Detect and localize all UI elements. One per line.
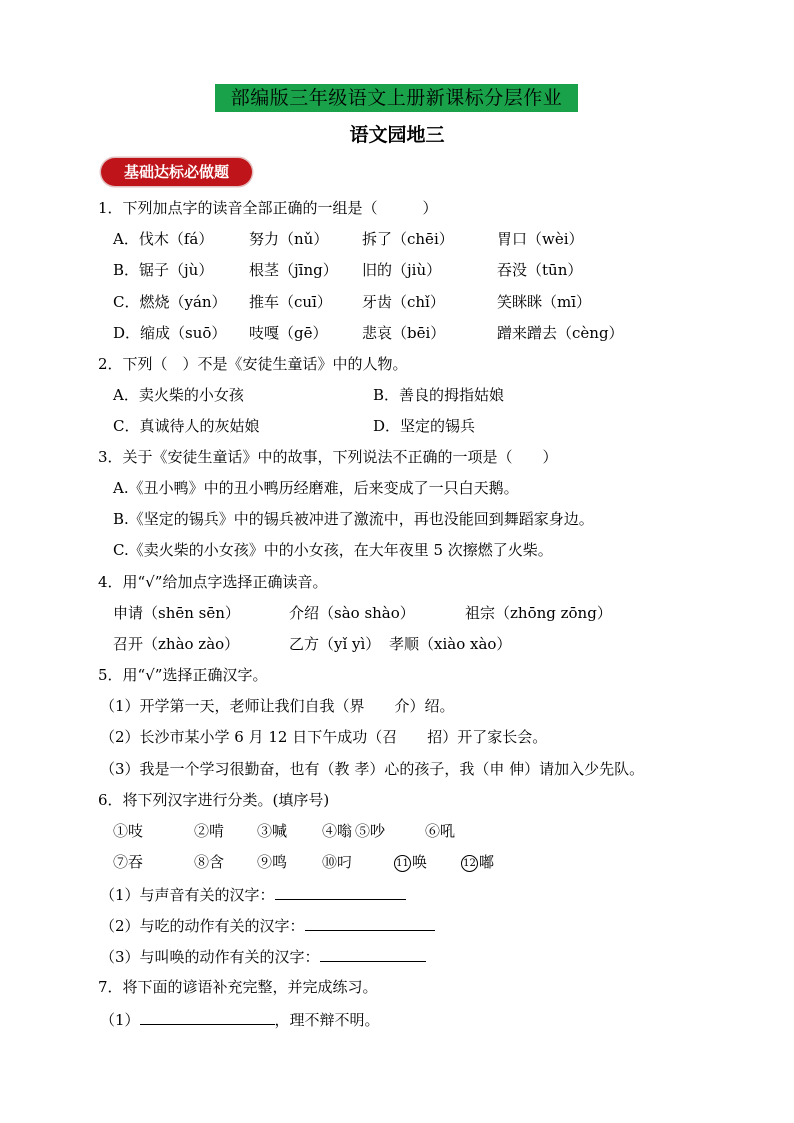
q3-stem: 3．关于《安徒生童话》中的故事，下列说法不正确的一项是（ ）: [98, 448, 558, 466]
q4-stem: 4．用“√”给加点字选择正确读音。: [98, 573, 328, 591]
q1-option-b-2: 根茎（jīng）: [249, 261, 338, 279]
q3-option-b: B.《坚定的锡兵》中的锡兵被冲进了激流中，再也没能回到舞蹈家身边。: [113, 510, 594, 528]
q1-option-b-1: B．锯子（jù）: [113, 261, 214, 279]
q6-sub-1-blank[interactable]: [275, 884, 406, 900]
q6-char-11: 11 唤: [394, 852, 427, 872]
q6-stem: 6．将下列汉字进行分类。(填序号): [98, 791, 330, 809]
q2-option-b: B．善良的拇指姑娘: [373, 386, 505, 404]
q1-option-c-3: 牙齿（chǐ）: [362, 293, 445, 311]
q4-item-5: 乙方（yǐ yì）: [289, 635, 381, 653]
q6-char-4: ④嗡: [322, 822, 353, 840]
q5-stem: 5．用“√”选择正确汉字。: [98, 666, 268, 684]
q1-option-d-4: 蹭来蹭去（cèng）: [497, 324, 624, 342]
q6-sub-1: （1）与声音有关的汉字：: [100, 884, 406, 905]
q5-item-1: （1）开学第一天，老师让我们自我（界 介）绍。: [100, 697, 455, 715]
q6-char-10: ⑩叼: [322, 853, 353, 871]
q1-option-a-1: A．伐木（fá）: [113, 230, 214, 248]
q6-sub-2: （2）与吃的动作有关的汉字：: [100, 915, 435, 936]
q6-char-6: ⑥吼: [425, 822, 456, 840]
q6-char-7: ⑦吞: [113, 853, 144, 871]
q4-item-1: 申请（shēn sēn）: [113, 604, 240, 622]
q6-char-8: ⑧含: [194, 853, 225, 871]
q1-option-b-3: 旧的（jiù）: [362, 261, 442, 279]
q7-stem: 7．将下面的谚语补充完整，并完成练习。: [98, 978, 378, 996]
q6-char-2: ②啃: [194, 822, 225, 840]
q6-sub-3: （3）与叫唤的动作有关的汉字：: [100, 946, 426, 967]
q1-option-c-1: C．燃烧（yán）: [113, 293, 227, 311]
q4-item-6: 孝顺（xiào xào）: [389, 635, 512, 653]
q3-option-a: A.《丑小鸭》中的丑小鸭历经磨难，后来变成了一只白天鹅。: [113, 479, 519, 497]
q1-option-a-4: 胃口（wèi）: [497, 230, 584, 248]
q1-option-d-1: D．缩成（suō）: [113, 324, 227, 342]
q1-stem: 1．下列加点字的读音全部正确的一组是（ ）: [98, 199, 438, 217]
q2-option-a: A．卖火柴的小女孩: [113, 386, 244, 404]
q1-option-b-4: 吞没（tūn）: [497, 261, 583, 279]
q5-item-3: （3）我是一个学习很勤奋，也有（教 孝）心的孩子，我（申 伸）请加入少先队。: [100, 760, 645, 778]
q3-option-c: C.《卖火柴的小女孩》中的小女孩，在大年夜里 5 次擦燃了火柴。: [113, 541, 553, 559]
q2-option-d: D．坚定的锡兵: [373, 417, 476, 435]
q1-option-d-2: 吱嘎（gē）: [249, 324, 328, 342]
q1-option-a-2: 努力（nǔ）: [249, 230, 329, 248]
q7-sub-1: （1） ，理不辩不明。: [100, 1011, 380, 1029]
q1-option-d-3: 悲哀（bēi）: [362, 324, 446, 342]
q6-char-1: ①吱: [113, 822, 144, 840]
q2-option-c: C．真诚待人的灰姑娘: [113, 417, 260, 435]
q6-char-9: ⑨鸣: [257, 853, 288, 871]
q1-option-c-4: 笑眯眯（mī）: [497, 293, 592, 311]
q4-item-4: 召开（zhào zào）: [113, 635, 240, 653]
q2-stem: 2．下列（ ）不是《安徒生童话》中的人物。: [98, 355, 408, 373]
q1-option-a-3: 拆了（chēi）: [362, 230, 454, 248]
q5-item-2: （2）长沙市某小学 6 月 12 日下午成功（召 招）开了家长会。: [100, 728, 548, 746]
q6-sub-2-blank[interactable]: [305, 915, 435, 931]
q6-char-3: ③喊: [257, 822, 288, 840]
worksheet-banner: 部编版三年级语文上册新课标分层作业: [215, 84, 578, 112]
q6-char-5: ⑤吵: [355, 822, 386, 840]
section-badge: 基础达标必做题: [101, 158, 252, 186]
q1-option-c-2: 推车（cuī）: [249, 293, 332, 311]
q4-item-2: 介绍（sào shào）: [289, 604, 415, 622]
q4-item-3: 祖宗（zhōng zōng）: [465, 604, 612, 622]
q6-sub-3-blank[interactable]: [320, 946, 426, 962]
q7-sub-1-blank[interactable]: [140, 1009, 275, 1025]
page-title: 语文园地三: [349, 124, 445, 146]
q6-char-12: 12 嘟: [461, 852, 494, 872]
